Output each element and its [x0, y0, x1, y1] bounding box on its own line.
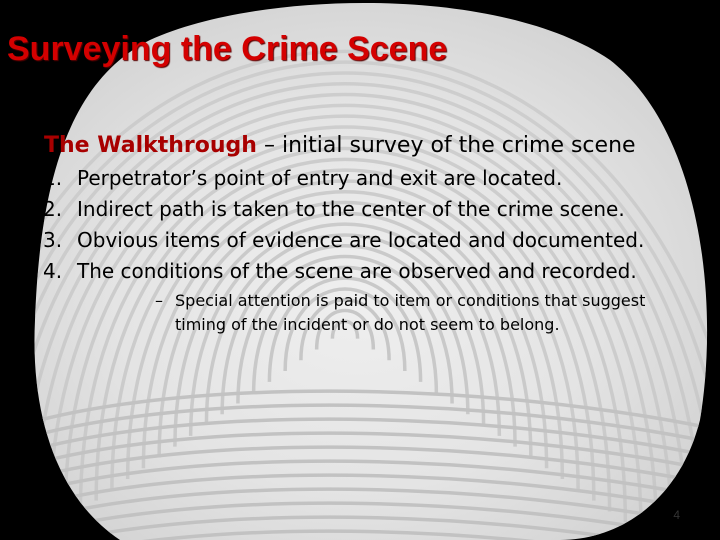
- section-heading: [44, 128, 710, 163]
- step-text: Perpetrator’s point of entry and exit are located.: [77, 166, 563, 190]
- heading-keyword: The Walkthrough: [44, 133, 257, 158]
- sub-list-item: [77, 289, 695, 337]
- list-item: [10, 163, 710, 194]
- list-item: [10, 256, 710, 337]
- step-number: 4.: [43, 259, 63, 283]
- slide-title: Surveying the Crime Scene: [7, 30, 448, 68]
- step-text: Indirect path is taken to the center of the crime scene.: [77, 197, 625, 221]
- list-item: [10, 225, 710, 256]
- step-number: 3.: [43, 228, 63, 252]
- step-number: 1.: [43, 166, 63, 190]
- sub-list: [77, 289, 710, 337]
- page-number: 4: [673, 508, 680, 522]
- sub-bullet: –: [155, 291, 163, 310]
- step-text: The conditions of the scene are observed and recorded.: [77, 259, 637, 283]
- walkthrough-steps: [10, 163, 710, 337]
- heading-description: – initial survey of the crime scene: [256, 133, 636, 158]
- step-text: Obvious items of evidence are located and documented.: [77, 228, 645, 252]
- slide-body: [10, 128, 710, 337]
- step-number: 2.: [43, 197, 63, 221]
- list-item: [10, 194, 710, 225]
- sub-point-text: Special attention is paid to item or conditions that suggest timing of the incident or do not seem to belong.: [175, 291, 646, 334]
